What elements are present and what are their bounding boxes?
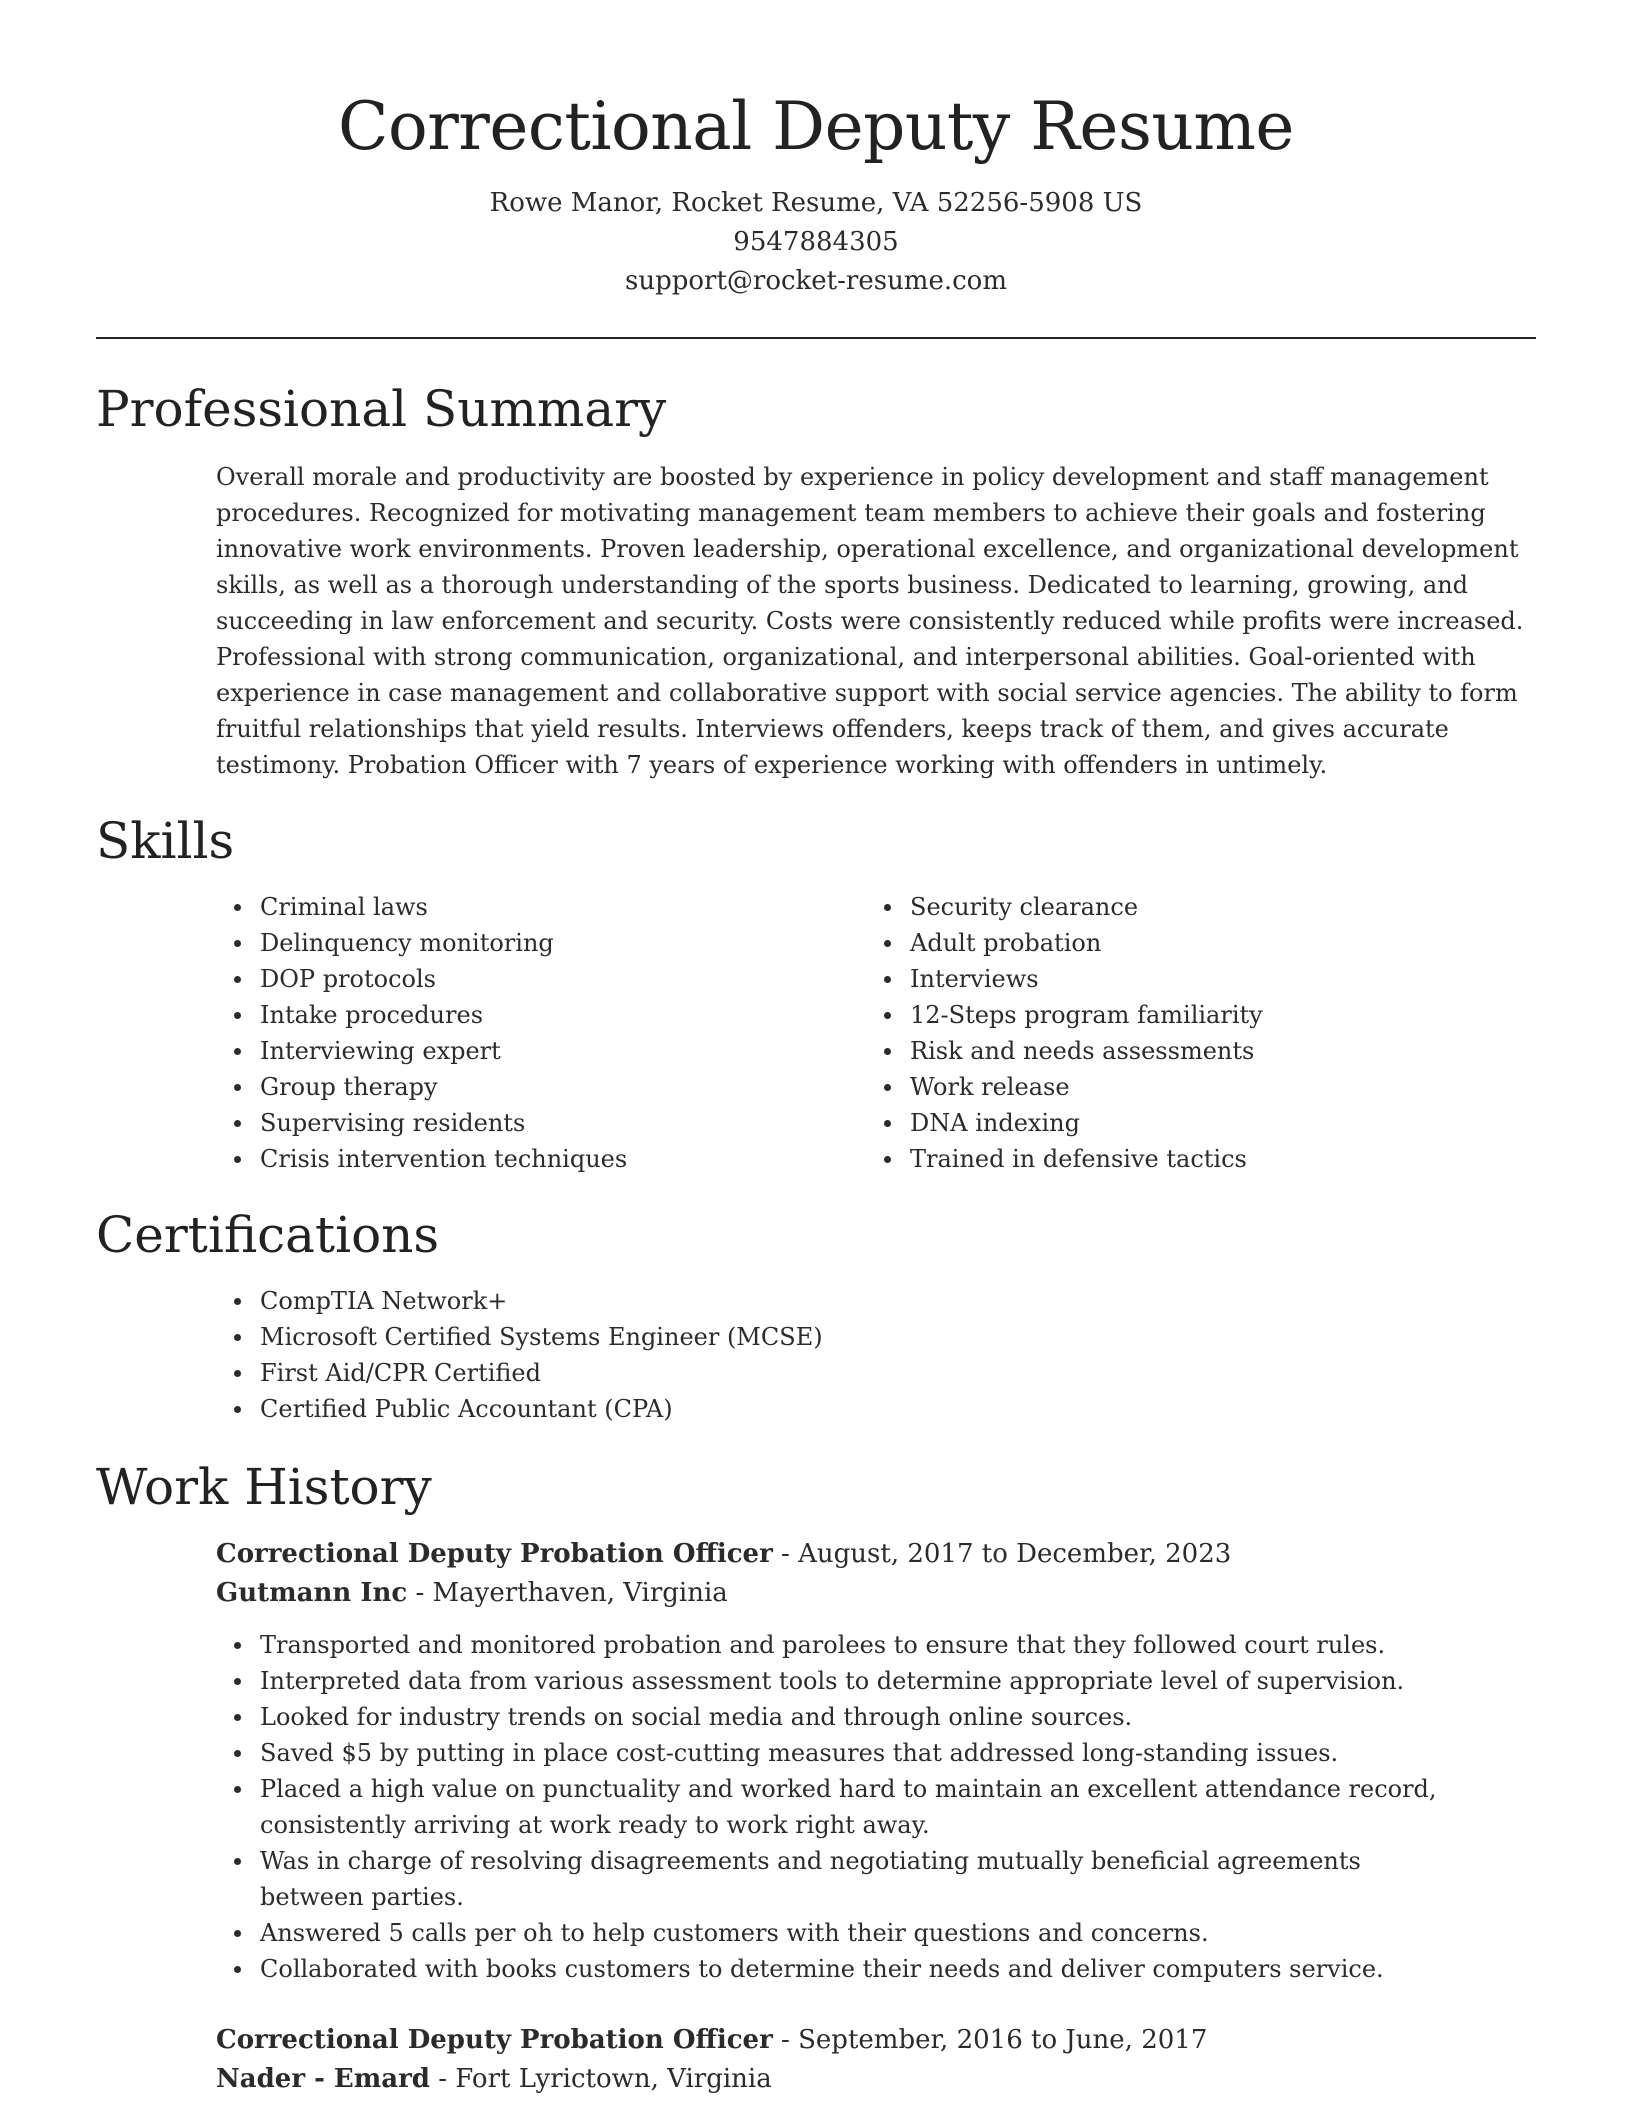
header-divider [96, 337, 1536, 339]
skill-item: Supervising residents [216, 1105, 866, 1141]
contact-address: Rowe Manor, Rocket Resume, VA 52256-5908 US [489, 188, 1143, 218]
skill-item: DNA indexing [866, 1105, 1516, 1141]
contact-email: support@rocket-resume.com [624, 266, 1007, 296]
job-duty-item: Collaborated with books customers to determine their needs and deliver computers service. [216, 1951, 1470, 1987]
job-duties-list [216, 1627, 1536, 1987]
contact-block [96, 184, 1536, 301]
job-duty-item: Saved $5 by putting in place cost-cutting measures that addressed long-standing issues. [216, 1735, 1470, 1771]
skill-item: Interviewing expert [216, 1033, 866, 1069]
summary-line: innovative work environments. Proven leadership, operational excellence, and organizational development [216, 535, 1519, 563]
skills-heading: Skills [96, 812, 235, 870]
job-company-line [216, 2060, 1536, 2099]
summary-line: experience in case management and collaborative support with social service agencies. The ability to form [216, 679, 1518, 707]
certification-item: CompTIA Network+ [216, 1283, 1536, 1319]
work-history-heading: Work History [96, 1458, 432, 1516]
skill-item: Risk and needs assessments [866, 1033, 1516, 1069]
job-duty-item: Transported and monitored probation and parolees to ensure that they followed court rules. [216, 1627, 1470, 1663]
summary-line: Overall morale and productivity are boosted by experience in policy development and staff management [216, 463, 1489, 491]
summary-line: procedures. Recognized for motivating management team members to achieve their goals and fostering [216, 499, 1486, 527]
job-location: - Mayerthaven, Virginia [407, 1578, 728, 1608]
job-title-line [216, 1535, 1536, 1574]
job-company: Gutmann Inc [216, 1578, 408, 1608]
summary-line: fruitful relationships that yield results. Interviews offenders, keeps track of them, and gives accurate [216, 715, 1449, 743]
skill-item: Adult probation [866, 925, 1516, 961]
job-duty-item: Placed a high value on punctuality and worked hard to maintain an excellent attendance record, consistently arriving at work ready to work right away. [216, 1771, 1470, 1843]
skill-item: Criminal laws [216, 889, 866, 925]
skill-item: Work release [866, 1069, 1516, 1105]
certifications-heading: Certifications [96, 1206, 440, 1264]
summary-line: skills, as well as a thorough understanding of the sports business. Dedicated to learning, growing, and [216, 571, 1469, 599]
job-dates: - August, 2017 to December, 2023 [772, 1539, 1232, 1569]
skills-columns [216, 889, 1536, 1177]
job-dates: - September, 2016 to June, 2017 [772, 2025, 1208, 2055]
certification-item: Microsoft Certified Systems Engineer (MCSE) [216, 1319, 1536, 1355]
skill-item: Group therapy [216, 1069, 866, 1105]
skill-item: Intake procedures [216, 997, 866, 1033]
job-duty-item: Looked for industry trends on social media and through online sources. [216, 1699, 1470, 1735]
job-role: Correctional Deputy Probation Officer [216, 1539, 773, 1569]
certifications-list [216, 1283, 1536, 1427]
job-entry [216, 1535, 1536, 1987]
skill-item: Delinquency monitoring [216, 925, 866, 961]
summary-heading: Professional Summary [96, 380, 667, 438]
skills-list-right [866, 889, 1516, 1177]
summary-line: testimony. Probation Officer with 7 years of experience working with offenders in untimely. [216, 751, 1328, 779]
summary-line: succeeding in law enforcement and security. Costs were consistently reduced while profits were increased. [216, 607, 1524, 635]
summary-line: Professional with strong communication, organizational, and interpersonal abilities. Goal-oriented with [216, 643, 1476, 671]
job-company: Nader - Emard [216, 2064, 430, 2094]
skill-item: Security clearance [866, 889, 1516, 925]
job-title-line [216, 2021, 1536, 2060]
job-duty-item: Answered 5 calls per oh to help customers with their questions and concerns. [216, 1915, 1470, 1951]
resume-page [96, 0, 1536, 2099]
skill-item: Interviews [866, 961, 1516, 997]
job-company-line [216, 1574, 1536, 1613]
skills-list-left [216, 889, 866, 1177]
job-location: - Fort Lyrictown, Virginia [429, 2064, 772, 2094]
skill-item: Crisis intervention techniques [216, 1141, 866, 1177]
certification-item: Certified Public Accountant (CPA) [216, 1391, 1536, 1427]
resume-title: Correctional Deputy Resume [338, 88, 1294, 165]
skill-item: 12-Steps program familiarity [866, 997, 1516, 1033]
skill-item: DOP protocols [216, 961, 866, 997]
contact-phone: 9547884305 [733, 227, 899, 257]
job-entry [216, 2021, 1536, 2099]
job-duty-item: Was in charge of resolving disagreements and negotiating mutually beneficial agreements between parties. [216, 1843, 1470, 1915]
certification-item: First Aid/CPR Certified [216, 1355, 1536, 1391]
job-duty-item: Interpreted data from various assessment tools to determine appropriate level of supervision. [216, 1663, 1470, 1699]
skill-item: Trained in defensive tactics [866, 1141, 1516, 1177]
summary-text [216, 459, 1524, 783]
job-role: Correctional Deputy Probation Officer [216, 2025, 773, 2055]
